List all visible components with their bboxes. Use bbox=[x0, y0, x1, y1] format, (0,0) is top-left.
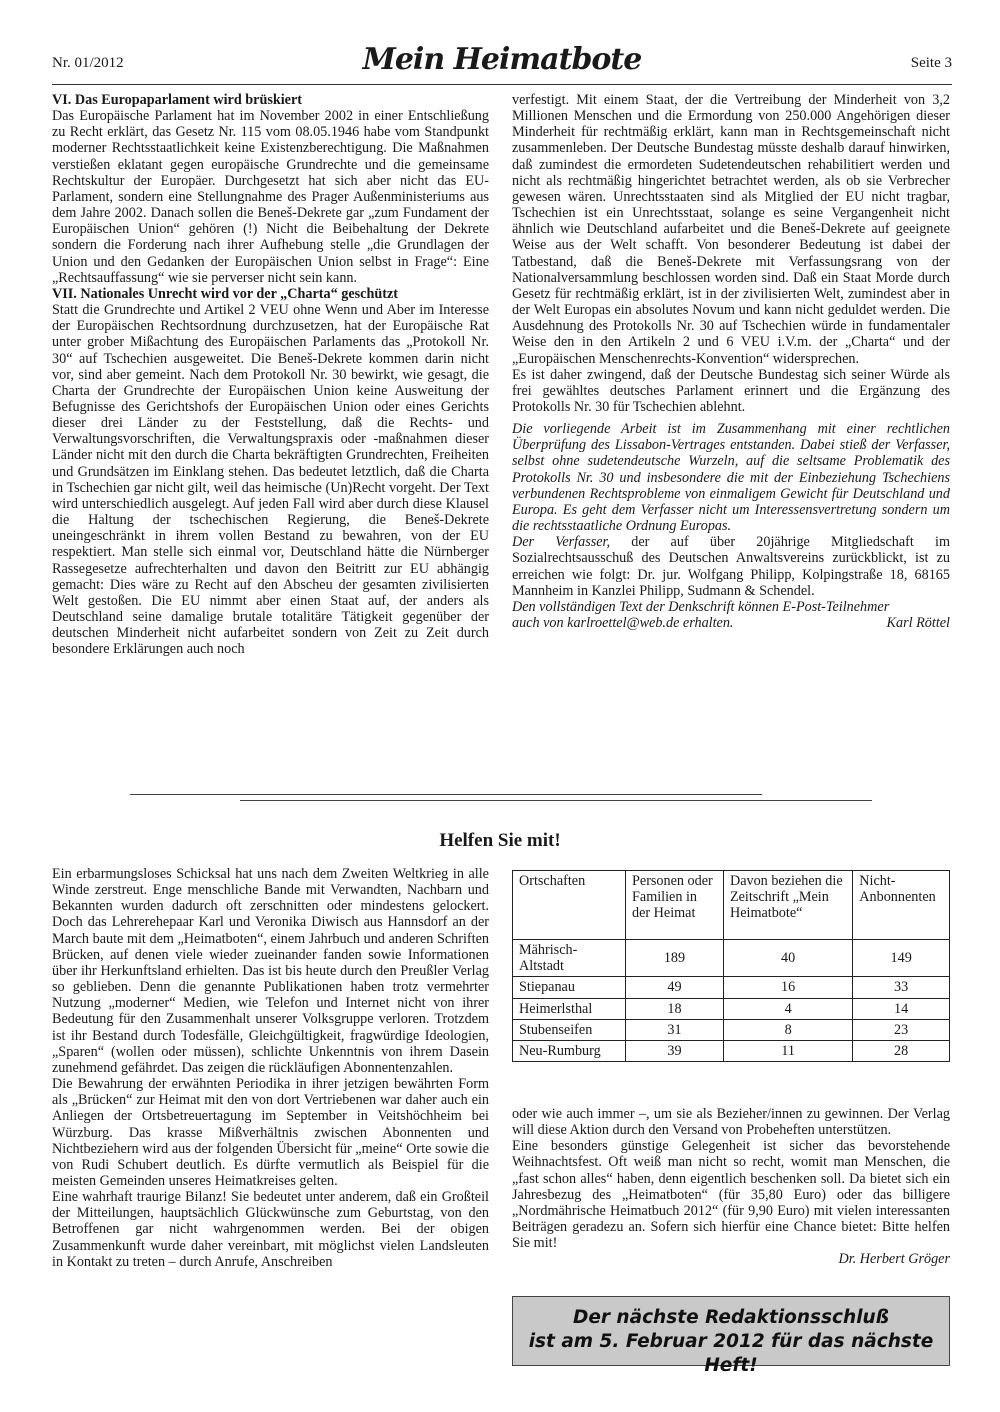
table-cell: 49 bbox=[626, 977, 724, 998]
masthead-logo: Mein Heimatbote bbox=[362, 42, 642, 77]
table-header: Nicht-Anbonnenten bbox=[853, 871, 950, 940]
table-header: Ortschaften bbox=[513, 871, 626, 940]
table-cell: 4 bbox=[723, 998, 852, 1019]
author-note: Die vorliegende Arbeit ist im Zusammenhang mit einer rechtlichen Überprüfung des Lissabon-Vertrages entstanden. Dabei stieß der Verfasser, selbst ohne sudetendeutsche Wurzeln, auf die seltsame Problematik des Protokolls Nr. 30 und insbesondere die mit der Einbeziehung Tschechiens verbundenen Rechtsprobleme von einmaligem Gewicht für Deutschland und Europa. Es geht dem Verfasser nicht um Interessensvertretung sondern um die rechtsstaatliche Ordnung Europas. bbox=[512, 421, 950, 535]
table-cell: Stubenseifen bbox=[513, 1019, 626, 1040]
deadline-notice bbox=[512, 1296, 950, 1376]
table-cell: Neu-Rumburg bbox=[513, 1041, 626, 1062]
paragraph: Eine besonders günstige Gelegenheit ist sicher das bevorstehende Weihnachtsfest. Oft weiß man nicht so recht, womit man Menschen, die „fast schon alles“ haben, denn eigentlich beschenken soll. Da bietet sich ein Jahresbezug des „Heimatboten“ (für 35,80 Euro) oder das billigere „Nordmährische Heimatbuch 2012“ (für 9,90 Euro) mit vielen interessanten Beiträgen geradezu an. Sofern sich hierfür eine Chance bietet: Bitte helfen Sie mit! bbox=[512, 1138, 950, 1252]
article-column-left bbox=[52, 92, 489, 657]
table-cell: 28 bbox=[853, 1041, 950, 1062]
author-signature: Karl Röttel bbox=[886, 615, 950, 631]
issue-number: Nr. 01/2012 bbox=[52, 55, 124, 71]
table-cell: 16 bbox=[723, 977, 852, 998]
paragraph: Ein erbarmungsloses Schicksal hat uns nach dem Zweiten Weltkrieg in alle Winde zerstreut. Enge menschliche Bande mit Verwandten, Nachbarn und Bekannten wurden dadurch oft zerschnitten oder mindestens gelockert. Doch das Lehrerehepaar Karl und Veronika Diwisch aus Hannsdorf an der March baute mit dem „Heimatboten“, einem Jahrbuch und anderen Schriften Brücken, auf denen viele wieder zueinander fanden sowie Informationen über ihr Herkunftsland erhielten. Das ist bis heute durch den Preußler Verlag so geblieben. Denn die genannte Publikationen haben trotz vermehrter Nutzung „moderner“ Medien, wie Telefon und Internet nicht von ihrer Bedeutung für den Zusammenhalt unserer Volksgruppe verloren. Trotzdem ist ihr Bestand durch Todesfälle, Gleichgültigkeit, fragwürdige Ideologien, „Sparen“ (wollen oder müssen), schlichte Unkenntnis von ihrem Dasein zunehmend gefährdet. Das zeigen die rückläufigen Abonnentenzahlen. bbox=[52, 866, 489, 1076]
section-divider bbox=[130, 794, 762, 795]
author-signature: Dr. Herbert Gröger bbox=[838, 1251, 950, 1268]
notice-line: ist am 5. Februar 2012 für das nächste Heft! bbox=[528, 1331, 934, 1376]
table-cell: 31 bbox=[626, 1019, 724, 1040]
paragraph: Es ist daher zwingend, daß der Deutsche Bundestag sich seiner Würde als frei gewähltes deutsches Parlament erinnert und die Ergänzung des Protokolls Nr. 30 für Tschechien ablehnt. bbox=[512, 366, 950, 415]
header-divider bbox=[52, 84, 952, 85]
paragraph: oder wie auch immer –, um sie als Bezieher/innen zu gewinnen. Der Verlag will diese Aktion durch den Versand von Probeheften unterstützen. bbox=[512, 1106, 950, 1139]
table-cell: 33 bbox=[853, 977, 950, 998]
table-row bbox=[513, 940, 950, 977]
email-note-line: auch von karlroettel@web.de erhalten. bbox=[512, 615, 734, 631]
section-heading-vi: VI. Das Europaparlament wird brüskiert bbox=[52, 92, 303, 108]
paragraph: Das Europäische Parlament hat im November 2002 in einer Entschließung zu Recht erklärt, das Gesetz Nr. 115 vom 08.05.1946 habe vom Standpunkt moderner Rechtsstaatlichkeit keine Existenzberechtigung. Die Maßnahmen verstießen eklatant gegen europäische Grundrechte und die gemeinsame Rechtskultur der Europäer. Durchgesetzt hat sich aber nicht das EU-Parlament, sondern eine Stellungnahme des Prager Außenministeriums aus dem Jahre 2002. Danach sollen die Beneš-Dekrete gar „zum Fundament der Europäischen Union“ gehören (!) Nicht die Beibehaltung der Dekrete sondern die Forderung nach ihrer Aufhebung stelle „die Grundlagen der Union und den Gedanken der Europäischen Union selbst in Frage“: Eine „Rechtsauffassung“ wie sie perverser nicht sein kann. bbox=[52, 108, 489, 286]
table-row bbox=[513, 977, 950, 998]
section-divider bbox=[240, 800, 872, 801]
article-column-right bbox=[512, 92, 950, 631]
table-cell: 14 bbox=[853, 998, 950, 1019]
article-column-left bbox=[52, 866, 489, 1270]
table-cell: Heimerlsthal bbox=[513, 998, 626, 1019]
table-cell: 18 bbox=[626, 998, 724, 1019]
author-lead: Der Verfasser, bbox=[512, 534, 611, 551]
table-row bbox=[513, 1041, 950, 1062]
paragraph: Eine wahrhaft traurige Bilanz! Sie bedeutet unter anderem, daß ein Großteil der Mitteilungen, hauptsächlich Glückwünsche zum Geburtstag, von den Betroffenen gar nicht wahrgenommen werden. Bei der obigen Zusammenkunft wurde daher vereinbart, mit möglichst vielen Landsleuten in Kontakt zu treten – durch Anrufe, Anschreiben bbox=[52, 1189, 489, 1270]
paragraph: verfestigt. Mit einem Staat, der die Vertreibung der Minderheit von 3,2 Millionen Menschen und die Ermordung von 250.000 Angehörigen dieser Minderheit für rechtmäßig erklärt, kann man in Rechtsgemeinschaft nicht zusammenleben. Der Deutsche Bundestag müsste deshalb darauf hinwirken, daß zumindest die ermordeten Sudetendeutschen rehabilitiert werden und nicht als rechtmäßig hingerichtet betrachtet werden, als ob sie Verbrecher gewesen wären. Unrechtsstaaten sind als Mitglied der EU nicht tragbar, Tschechien ist ein Unrechtsstaat, solange es seine Vergangenheit nicht ähnlich wie Deutschland aufarbeitet und die Beneš-Dekrete auf geeignete Weise aus der Welt schafft. Von besonderer Bedeutung ist dabei der Tatbestand, daß die Beneš-Dekrete mit Verfassungsrang von der Nationalversammlung beschlossen worden sind. Daß ein Staat Morde durch Gesetz für rechtmäßig erklärt, ist in der zivilisierten Welt, zumindest aber in der Welt Europas ein absolutes Novum und kann nicht geduldet werden. Die Ausdehnung des Protokolls Nr. 30 auf Tschechien würde in fundamentaler Weise den in den Artikeln 2 und 6 VEU i.V.m. der „Charta“ und der „Europäischen Menschenrechts-Konvention“ widersprechen. bbox=[512, 92, 950, 367]
subscriber-table bbox=[512, 870, 950, 1062]
page-number: Seite 3 bbox=[910, 55, 952, 71]
page-header bbox=[52, 40, 952, 84]
table-cell: Mährisch-Altstadt bbox=[513, 940, 626, 977]
table-row bbox=[513, 998, 950, 1019]
table-cell: 149 bbox=[853, 940, 950, 977]
table-cell: 11 bbox=[723, 1041, 852, 1062]
table-cell: 40 bbox=[723, 940, 852, 977]
table-cell: 39 bbox=[626, 1041, 724, 1062]
author-contact bbox=[512, 534, 950, 599]
notice-line: Der nächste Redaktionsschluß bbox=[572, 1307, 890, 1328]
table-row bbox=[513, 1019, 950, 1040]
paragraph: Die Bewahrung der erwähnten Periodika in ihrer jetzigen bewährten Form als „Brücken“ zur Heimat mit den von dort Vertriebenen war daher auch ein Anliegen der Ortsbetreuertagung im September in Veitshöchheim bei Würzburg. Das krasse Mißverhältnis zwischen Abonnenten und Nichtbeziehern wird aus der folgenden Übersicht für „meine“ Orte sowie die von Rudi Schubert deutlich. Es dürfte vermutlich als Beispiel für die meisten Gemeinden unseres Heimatkreises gelten. bbox=[52, 1076, 489, 1189]
table-header: Personen oder Familien in der Heimat bbox=[626, 871, 724, 940]
email-note-line: Den vollständigen Text der Denkschrift können E-Post-Teilnehmer bbox=[512, 598, 890, 615]
table-header: Davon beziehen die Zeitschrift „Mein Heimatbote“ bbox=[723, 871, 852, 940]
article-title: Helfen Sie mit! bbox=[439, 830, 561, 851]
table-cell: 8 bbox=[723, 1019, 852, 1040]
article-column-right bbox=[512, 1106, 950, 1268]
table-header-row bbox=[513, 871, 950, 940]
table-cell: Stiepanau bbox=[513, 977, 626, 998]
author-details: der auf über 20jährige Mitgliedschaft im Sozialrechtsausschuß des Deutschen Anwaltsvereins zurückblickt, ist zu erreichen wie folgt: Dr. jur. Wolfgang Philipp, Kolpingstraße 18, 68165 Mannheim in Kanzlei Philipp, Sudmann & Schendel. bbox=[512, 534, 950, 599]
table-cell: 189 bbox=[626, 940, 724, 977]
section-heading-vii: VII. Nationales Unrecht wird vor der „Charta“ geschützt bbox=[52, 285, 398, 302]
paragraph: Statt die Grundrechte und Artikel 2 VEU ohne Wenn und Aber im Interesse der Europäischen Rechtsordnung durchzusetzen, hat der Europäische Rat unter grober Mißachtung des Europäischen Parlaments das „Protokoll Nr. 30“ auf Tschechien ausgeweitet. Die Beneš-Dekrete kommen darin nicht vor, sind aber gemeint. Nach dem Protokoll Nr. 30 bewirkt, wie gesagt, die Charta der Grundrechte der Europäischen Union keine Ausweitung der Befugnisse des Gerichtshofs der Europäischen Union oder eines Gerichts dieser drei Länder zu der Feststellung, daß die Rechts- und Verwaltungsvorschriften, die Verwaltungspraxis oder -maßnahmen dieser Länder nicht mit den durch die Charta bekräftigten Grundrechten, Freiheiten und Grundsätzen im Einklang stehen. Das bedeutet letztlich, daß die Charta in Tschechien gar nicht gilt, weil das heimische (Un)Recht vorgeht. Der Text wird unterschiedlich ausgelegt. Auf jeden Fall wird aber durch diese Klausel die Haltung der tschechischen Regierung, die Beneš-Dekrete uneingeschränkt in ihrem vollen Bestand zu bewahren, von der EU respektiert. Man stelle sich einmal vor, Deutschland hätte die Nürnberger Rassegesetze aufrechterhalten und davon den Beitritt zur EU abhängig gemacht: Dies wäre zu Recht auf den Abscheu der gesamten zivilisierten Welt gestoßen. Die EU nimmt aber einen Staat auf, der anders als Deutschland seine damalige brutale totalitäre Tätigkeit gegenüber der deutschen Minderheit nicht aufarbeitet sondern von Zeit zu Zeit durch besondere Erklärungen auch noch bbox=[52, 302, 489, 658]
table-cell: 23 bbox=[853, 1019, 950, 1040]
